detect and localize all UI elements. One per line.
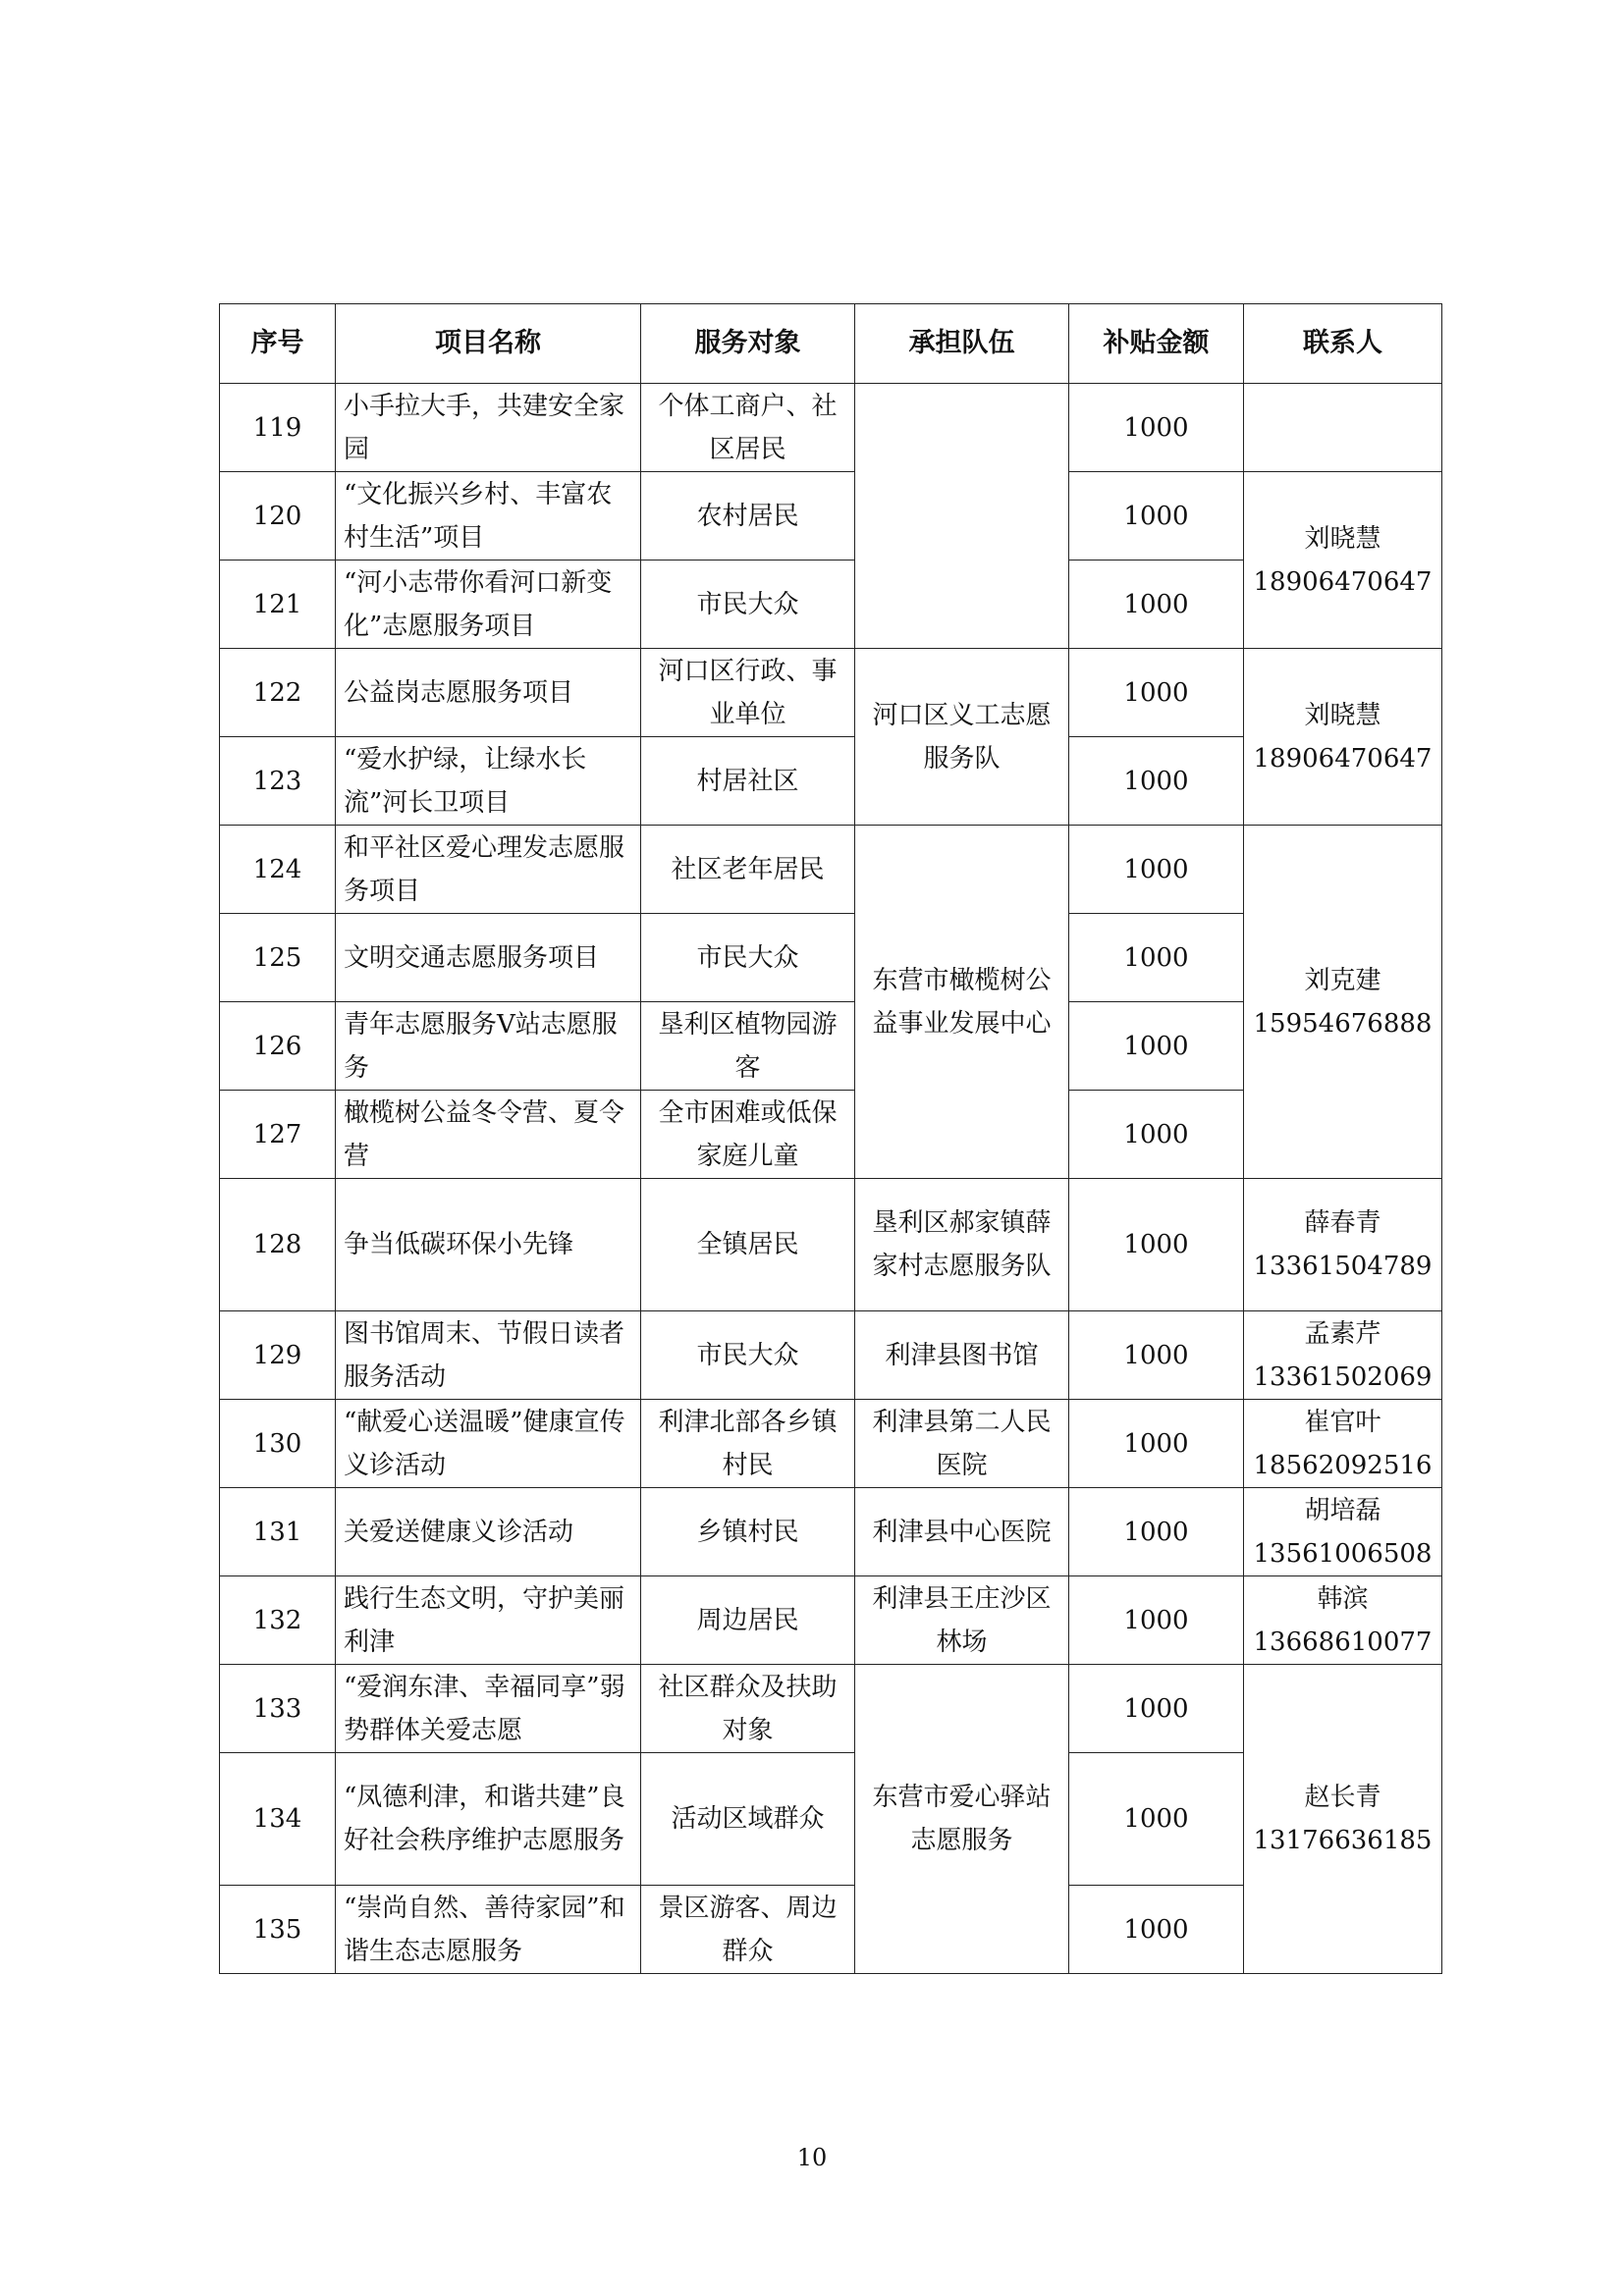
cell-contact: 薛春青 13361504789	[1244, 1179, 1442, 1311]
cell-subsidy: 1000	[1069, 1002, 1244, 1091]
cell-serial: 134	[220, 1753, 336, 1886]
cell-project-name: 关爱送健康义诊活动	[336, 1488, 641, 1576]
cell-subsidy: 1000	[1069, 737, 1244, 826]
header-contact: 联系人	[1244, 304, 1442, 384]
cell-service-target: 垦利区植物园游客	[641, 1002, 855, 1091]
cell-project-name: “献爱心送温暖”健康宣传义诊活动	[336, 1400, 641, 1488]
cell-service-target: 市民大众	[641, 914, 855, 1002]
cell-contact: 孟素芹 13361502069	[1244, 1311, 1442, 1400]
cell-serial: 121	[220, 561, 336, 649]
cell-serial: 131	[220, 1488, 336, 1576]
cell-service-target: 市民大众	[641, 1311, 855, 1400]
table-row	[220, 1665, 1442, 1753]
cell-team: 东营市爱心驿站志愿服务	[855, 1665, 1069, 1974]
cell-serial: 132	[220, 1576, 336, 1665]
cell-serial: 130	[220, 1400, 336, 1488]
table-row	[220, 472, 1442, 561]
header-serial: 序号	[220, 304, 336, 384]
header-team: 承担队伍	[855, 304, 1069, 384]
table-row	[220, 826, 1442, 914]
header-service-target: 服务对象	[641, 304, 855, 384]
table-row	[220, 1179, 1442, 1311]
cell-contact: 刘克建 15954676888	[1244, 826, 1442, 1179]
cell-serial: 123	[220, 737, 336, 826]
header-project-name: 项目名称	[336, 304, 641, 384]
cell-subsidy: 1000	[1069, 914, 1244, 1002]
cell-subsidy: 1000	[1069, 384, 1244, 472]
volunteer-project-table	[219, 303, 1442, 1974]
table-row	[220, 649, 1442, 737]
cell-project-name: 和平社区爱心理发志愿服务项目	[336, 826, 641, 914]
cell-project-name: 图书馆周末、节假日读者服务活动	[336, 1311, 641, 1400]
header-subsidy: 补贴金额	[1069, 304, 1244, 384]
cell-team: 利津县图书馆	[855, 1311, 1069, 1400]
cell-contact	[1244, 384, 1442, 472]
cell-serial: 125	[220, 914, 336, 1002]
cell-serial: 135	[220, 1886, 336, 1974]
cell-service-target: 个体工商户、社区居民	[641, 384, 855, 472]
cell-subsidy: 1000	[1069, 472, 1244, 561]
cell-subsidy: 1000	[1069, 561, 1244, 649]
cell-project-name: “凤德利津，和谐共建”良好社会秩序维护志愿服务	[336, 1753, 641, 1886]
cell-project-name: 公益岗志愿服务项目	[336, 649, 641, 737]
cell-service-target: 村居社区	[641, 737, 855, 826]
cell-project-name: “爱润东津、幸福同享”弱势群体关爱志愿	[336, 1665, 641, 1753]
cell-team	[855, 384, 1069, 649]
cell-subsidy: 1000	[1069, 1091, 1244, 1179]
cell-service-target: 农村居民	[641, 472, 855, 561]
cell-service-target: 活动区域群众	[641, 1753, 855, 1886]
cell-service-target: 社区老年居民	[641, 826, 855, 914]
cell-project-name: 橄榄树公益冬令营、夏令营	[336, 1091, 641, 1179]
cell-subsidy: 1000	[1069, 1576, 1244, 1665]
cell-subsidy: 1000	[1069, 1886, 1244, 1974]
cell-project-name: 小手拉大手，共建安全家园	[336, 384, 641, 472]
cell-service-target: 周边居民	[641, 1576, 855, 1665]
cell-service-target: 全市困难或低保家庭儿童	[641, 1091, 855, 1179]
cell-service-target: 河口区行政、事业单位	[641, 649, 855, 737]
cell-subsidy: 1000	[1069, 649, 1244, 737]
cell-serial: 120	[220, 472, 336, 561]
cell-serial: 126	[220, 1002, 336, 1091]
table-row	[220, 1576, 1442, 1665]
cell-subsidy: 1000	[1069, 826, 1244, 914]
cell-team: 东营市橄榄树公益事业发展中心	[855, 826, 1069, 1179]
cell-subsidy: 1000	[1069, 1665, 1244, 1753]
cell-contact: 刘晓慧 18906470647	[1244, 649, 1442, 826]
page-number: 10	[796, 2144, 828, 2171]
cell-serial: 128	[220, 1179, 336, 1311]
table-row	[220, 1311, 1442, 1400]
cell-project-name: “文化振兴乡村、丰富农村生活”项目	[336, 472, 641, 561]
cell-team: 利津县王庄沙区林场	[855, 1576, 1069, 1665]
cell-contact: 刘晓慧 18906470647	[1244, 472, 1442, 649]
cell-contact: 赵长青 13176636185	[1244, 1665, 1442, 1974]
cell-team: 垦利区郝家镇薛家村志愿服务队	[855, 1179, 1069, 1311]
cell-service-target: 市民大众	[641, 561, 855, 649]
cell-project-name: “崇尚自然、善待家园”和谐生态志愿服务	[336, 1886, 641, 1974]
cell-serial: 129	[220, 1311, 336, 1400]
cell-subsidy: 1000	[1069, 1311, 1244, 1400]
table-header-row	[220, 304, 1442, 384]
cell-team: 利津县中心医院	[855, 1488, 1069, 1576]
cell-serial: 119	[220, 384, 336, 472]
cell-serial: 124	[220, 826, 336, 914]
cell-service-target: 利津北部各乡镇村民	[641, 1400, 855, 1488]
cell-project-name: 践行生态文明，守护美丽利津	[336, 1576, 641, 1665]
cell-team: 河口区义工志愿服务队	[855, 649, 1069, 826]
table-row	[220, 1488, 1442, 1576]
table-row	[220, 384, 1442, 472]
cell-project-name: 青年志愿服务V站志愿服务	[336, 1002, 641, 1091]
cell-subsidy: 1000	[1069, 1753, 1244, 1886]
table-row	[220, 1400, 1442, 1488]
cell-project-name: 争当低碳环保小先锋	[336, 1179, 641, 1311]
cell-project-name: “爱水护绿，让绿水长流”河长卫项目	[336, 737, 641, 826]
cell-project-name: “河小志带你看河口新变化”志愿服务项目	[336, 561, 641, 649]
cell-contact: 韩滨 13668610077	[1244, 1576, 1442, 1665]
cell-serial: 122	[220, 649, 336, 737]
cell-serial: 127	[220, 1091, 336, 1179]
cell-service-target: 全镇居民	[641, 1179, 855, 1311]
cell-project-name: 文明交通志愿服务项目	[336, 914, 641, 1002]
cell-service-target: 社区群众及扶助对象	[641, 1665, 855, 1753]
cell-service-target: 乡镇村民	[641, 1488, 855, 1576]
cell-serial: 133	[220, 1665, 336, 1753]
cell-contact: 崔官叶 18562092516	[1244, 1400, 1442, 1488]
cell-service-target: 景区游客、周边群众	[641, 1886, 855, 1974]
cell-contact: 胡培磊 13561006508	[1244, 1488, 1442, 1576]
cell-subsidy: 1000	[1069, 1488, 1244, 1576]
cell-team: 利津县第二人民医院	[855, 1400, 1069, 1488]
cell-subsidy: 1000	[1069, 1179, 1244, 1311]
cell-subsidy: 1000	[1069, 1400, 1244, 1488]
